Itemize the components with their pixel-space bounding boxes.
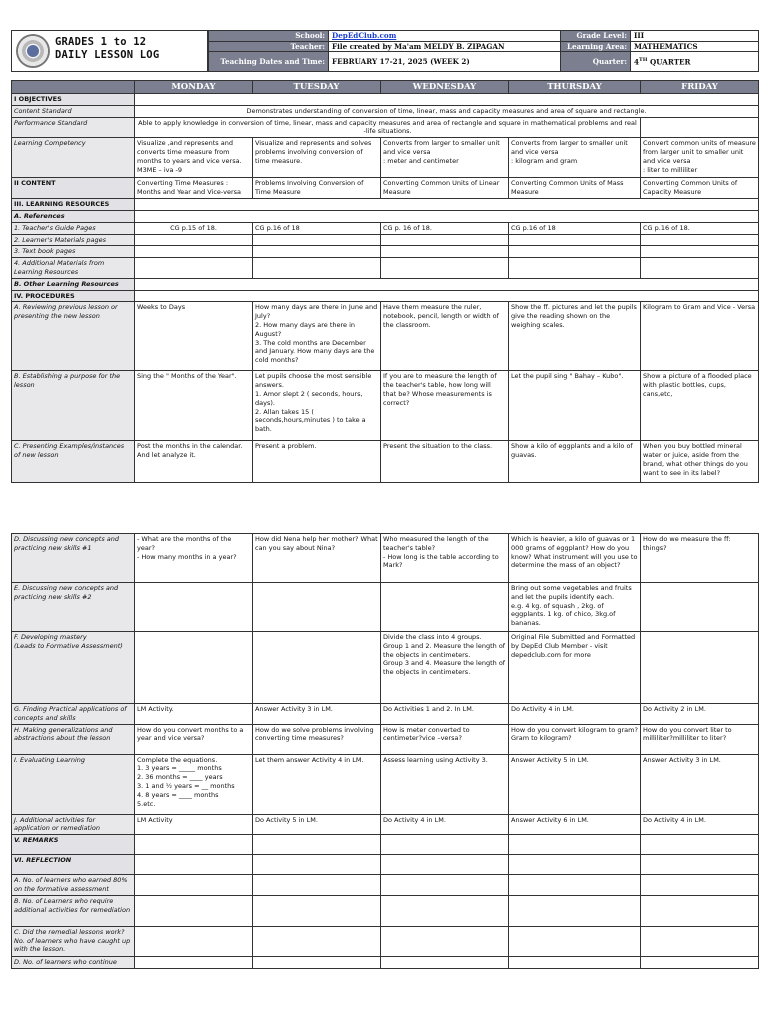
cell: Weeks to Days: [135, 302, 253, 371]
cell: How do we measure the ff: things?: [641, 534, 759, 583]
cell: Present the situation to the class.: [381, 441, 509, 483]
title-line-1: GRADES 1 to 12: [55, 36, 147, 48]
cell: Do Activity 5 in LM.: [253, 814, 381, 835]
cell: LM Activity.: [135, 704, 253, 725]
teacher-label: Teacher:: [209, 41, 329, 52]
row-label: A. No. of learners who earned 80% on the formative assessment: [12, 875, 135, 896]
header-title-box: [11, 30, 208, 72]
cell: How do you convert months to a year and vice versa?: [135, 724, 253, 754]
row-label: Content Standard: [12, 105, 135, 117]
cell: [135, 583, 253, 632]
header-title: [55, 36, 159, 62]
row-label: 3. Text book pages: [12, 246, 135, 258]
cell: Sing the " Months of the Year".: [135, 371, 253, 441]
day-header: WEDNESDAY: [381, 81, 509, 94]
corner-cell: [12, 81, 135, 94]
cell: Divide the class into 4 groups. Group 1 and 2. Measure the length of the objects in centimeters. Group 3 and 4. Measure the length of the objects in centimeters.: [381, 632, 509, 704]
cell: Answer Activity 3 in LM.: [253, 704, 381, 725]
cell: Bring out some vegetables and fruits and let the pupils identify each. e.g. 4 kg. of squash , 2kg. of eggplants. 1 kg. of chico, 3kg.of bananas.: [509, 583, 641, 632]
title-line-2: DAILY LESSON LOG: [55, 49, 160, 61]
cell: [641, 583, 759, 632]
cell: Which is heavier, a kilo of guavas or 1 000 grams of eggplant? How do you know? What instrument will you use to determine the mass of an object?: [509, 534, 641, 583]
row-label: J. Additional activities for application or remediation: [12, 814, 135, 835]
row-label: C. Did the remedial lessons work? No. of learners who have caught up with the lesson.: [12, 926, 135, 956]
cell: Visualize and represents and solves problems involving conversion of time measure.: [253, 138, 381, 178]
cell: Answer Activity 6 in LM.: [509, 814, 641, 835]
cell: Post the months in the calendar. And let analyze it.: [135, 441, 253, 483]
cell: [253, 632, 381, 704]
section-remarks: V. REMARKS: [12, 835, 135, 855]
cell: Convert common units of measure from larger unit to smaller unit and vice versa : liter to milliliter: [641, 138, 759, 178]
row-label: F. Developing mastery (Leads to Formative Assessment): [12, 632, 135, 704]
section-resources: III. LEARNING RESOURCES: [12, 199, 135, 211]
section-procedures: IV. PROCEDURES: [12, 290, 135, 302]
cell: Assess learning using Activity 3.: [381, 754, 509, 814]
cell: - What are the months of the year? - How many months in a year?: [135, 534, 253, 583]
cell: Do Activity 4 in LM.: [641, 814, 759, 835]
cell: LM Activity: [135, 814, 253, 835]
cell: Let the pupil sing " Bahay – Kubo".: [509, 371, 641, 441]
cell: Let pupils choose the most sensible answers. 1. Amor slept 2 ( seconds, hours, days). 2. Allan takes 15 ( seconds,hours,minutes ) to take a bath.: [253, 371, 381, 441]
header: [11, 30, 758, 72]
deped-seal-icon: [16, 34, 50, 68]
row-label: G. Finding Practical applications of concepts and skills: [12, 704, 135, 725]
cell: CG p.16 of 18: [509, 222, 641, 234]
cell: Show the ff. pictures and let the pupils give the reading shown on the weighing scales.: [509, 302, 641, 371]
section-content: II CONTENT: [12, 178, 135, 199]
cell: Converting Common Units of Linear Measure: [381, 178, 509, 199]
row-label: Performance Standard: [12, 117, 135, 138]
row-label: B. Other Learning Resources: [12, 278, 135, 290]
cell: Do Activity 2 in LM.: [641, 704, 759, 725]
area-label: Learning Area:: [561, 41, 631, 52]
cell: Answer Activity 5 in LM.: [509, 754, 641, 814]
cell: How do you convert liter to milliliter?milliliter to liter?: [641, 724, 759, 754]
grade-value: III: [631, 31, 759, 42]
quarter-value: 4TH QUARTER: [631, 52, 759, 72]
cell: Complete the equations. 1. 3 years = _____ months 2. 36 months = ____ years 3. 1 and ½ years = __ months 4. 8 years = ____ months 5.etc.: [135, 754, 253, 814]
cell: Kilogram to Gram and Vice - Versa: [641, 302, 759, 371]
dates-value: FEBRUARY 17-21, 2025 (WEEK 2): [329, 52, 561, 72]
cell: Problems Involving Conversion of Time Measure: [253, 178, 381, 199]
cell: How do you convert kilogram to gram? Gram to kilogram?: [509, 724, 641, 754]
row-label: 2. Learner's Materials pages: [12, 234, 135, 246]
cell: Converting Common Units of Mass Measure: [509, 178, 641, 199]
day-header: MONDAY: [135, 81, 253, 94]
cell: Original File Submitted and Formatted by DepEd Club Member - visit depedclub.com for more: [509, 632, 641, 704]
content-standard: Demonstrates understanding of conversion of time, linear, mass and capacity measures and area of square and rectangle.: [135, 105, 759, 117]
row-label: A. Reviewing previous lesson or presenting the new lesson: [12, 302, 135, 371]
school-label: School:: [209, 31, 329, 42]
quarter-label: Quarter:: [561, 52, 631, 72]
grade-label: Grade Level:: [561, 31, 631, 42]
cell: CG p. 16 of 18.: [381, 222, 509, 234]
cell: Let them answer Activity 4 in LM.: [253, 754, 381, 814]
row-label: E. Discussing new concepts and practicing new skills #2: [12, 583, 135, 632]
area-value: MATHEMATICS: [631, 41, 759, 52]
school-link[interactable]: DepEdClub.com: [329, 31, 561, 42]
row-label: A. References: [12, 210, 135, 222]
row-label: I. Evaluating Learning: [12, 754, 135, 814]
cell: How did Nena help her mother? What can you say about Nina?: [253, 534, 381, 583]
row-label: C. Presenting Examples/instances of new lesson: [12, 441, 135, 483]
row-label: D. No. of learners who continue: [12, 956, 135, 968]
cell: When you buy bottled mineral water or juice, aside from the brand, what other things do you want to see in its label?: [641, 441, 759, 483]
cell: If you are to measure the length of the teacher's table, how long will that be? Whose measurements is correct?: [381, 371, 509, 441]
performance-standard: Able to apply knowledge in conversion of time, linear, mass and capacity measures and area of rectangle and square in mathematical problems and real -life situations.: [135, 117, 641, 138]
teacher-value: File created by Ma'am MELDY B. ZIPAGAN: [329, 41, 561, 52]
section-objectives: I OBJECTIVES: [12, 94, 135, 106]
lesson-table-part-1: [11, 80, 759, 483]
cell: Converting Common Units of Capacity Measure: [641, 178, 759, 199]
cell: Converts from larger to smaller unit and vice versa : meter and centimeter: [381, 138, 509, 178]
row-label: B. Establishing a purpose for the lesson: [12, 371, 135, 441]
row-label: Learning Competency: [12, 138, 135, 178]
cell: CG p.15 of 18.: [135, 222, 253, 234]
cell: Show a picture of a flooded place with plastic bottles, cups, cans,etc,: [641, 371, 759, 441]
day-header: FRIDAY: [641, 81, 759, 94]
cell: [135, 632, 253, 704]
cell: Who measured the length of the teacher's table? - How long is the table according to Mark?: [381, 534, 509, 583]
cell: How do we solve problems involving converting time measures?: [253, 724, 381, 754]
dates-label: Teaching Dates and Time:: [209, 52, 329, 72]
header-info-table: [208, 30, 759, 72]
cell: Do Activity 4 in LM.: [509, 704, 641, 725]
row-label: B. No. of Learners who require additional activities for remediation: [12, 895, 135, 926]
day-header: TUESDAY: [253, 81, 381, 94]
row-label: D. Discussing new concepts and practicing new skills #1: [12, 534, 135, 583]
cell: Converting Time Measures : Months and Year and Vice-versa: [135, 178, 253, 199]
section-reflection: VI. REFLECTION: [12, 855, 135, 875]
cell: CG p.16 of 18.: [641, 222, 759, 234]
row-label: 1. Teacher's Guide Pages: [12, 222, 135, 234]
cell: [381, 583, 509, 632]
cell: Show a kilo of eggplants and a kilo of guavas.: [509, 441, 641, 483]
cell: Converts from larger to smaller unit and vice versa : kilogram and gram: [509, 138, 641, 178]
row-label: H. Making generalizations and abstractions about the lesson: [12, 724, 135, 754]
cell: How is meter converted to centimeter?vice –versa?: [381, 724, 509, 754]
cell: CG p.16 of 18: [253, 222, 381, 234]
cell: Visualize ,and represents and converts time measure from months to years and vice versa. M3ME – iva -9: [135, 138, 253, 178]
day-header: THURSDAY: [509, 81, 641, 94]
cell: Present a problem.: [253, 441, 381, 483]
cell: How many days are there in June and July? 2. How many days are there in August? 3. The cold months are December and January. How many days are the cold months?: [253, 302, 381, 371]
row-label: 4. Additional Materials from Learning Resources: [12, 258, 135, 279]
lesson-table-part-2: [11, 533, 759, 969]
cell: Have them measure the ruler, notebook, pencil, length or width of the classroom.: [381, 302, 509, 371]
cell: Do Activities 1 and 2. In LM.: [381, 704, 509, 725]
cell: Answer Activity 3 in LM.: [641, 754, 759, 814]
cell: [641, 632, 759, 704]
cell: Do Activity 4 in LM.: [381, 814, 509, 835]
cell: [253, 583, 381, 632]
